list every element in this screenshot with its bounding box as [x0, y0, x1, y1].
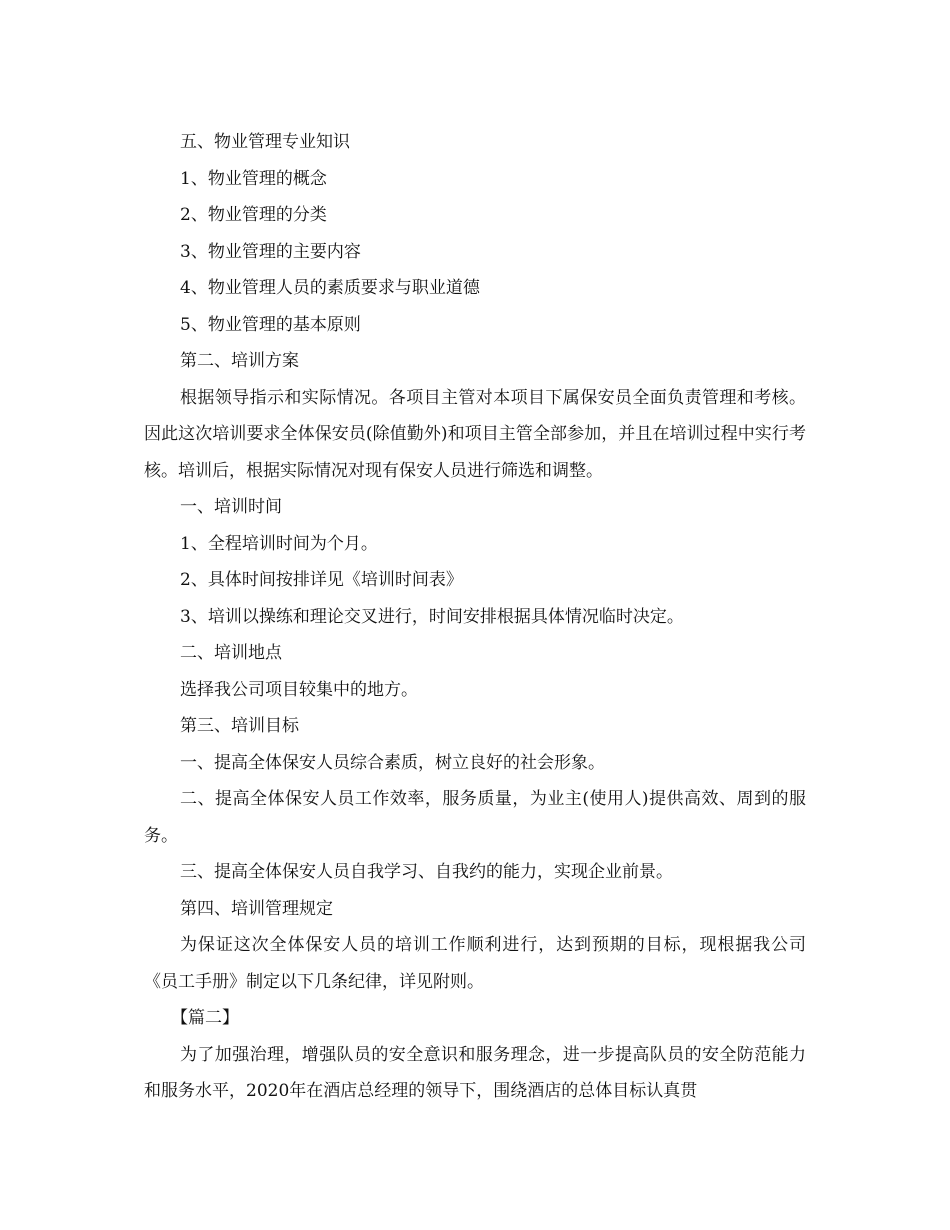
list-item: 1、全程培训时间为个月。 — [180, 533, 378, 554]
list-item: 一、提高全体保安人员综合素质，树立良好的社会形象。 — [180, 752, 605, 773]
section-heading-goals: 第三、培训目标 — [180, 716, 299, 736]
section-heading-rules: 第四、培训管理规定 — [180, 898, 333, 919]
part-heading: 【篇二】 — [171, 1008, 239, 1028]
list-item: 5、物业管理的基本原则 — [180, 314, 361, 335]
body-paragraph: 选择我公司项目较集中的地方。 — [180, 679, 418, 700]
list-item: 2、物业管理的分类 — [180, 205, 327, 225]
list-item: 三、提高全体保安人员自我学习、自我约的能力，实现企业前景。 — [180, 862, 673, 882]
body-paragraph: 为保证这次全体保安人员的培训工作顺利进行，达到预期的目标，现根据我公司《员工手册》制定以下几条纪律，详见附则。 — [144, 935, 806, 992]
list-item: 1、物业管理的概念 — [180, 168, 327, 189]
list-item: 3、物业管理的主要内容 — [180, 241, 361, 262]
subsection-heading-location: 二、培训地点 — [180, 643, 282, 663]
list-item: 二、提高全体保安人员工作效率，服务质量，为业主(使用人)提供高效、周到的服务。 — [144, 789, 806, 846]
list-item: 3、培训以操练和理论交叉进行，时间安排根据具体情况临时决定。 — [180, 606, 684, 627]
section-heading-plan: 第二、培训方案 — [180, 351, 299, 371]
section-heading-knowledge: 五、物业管理专业知识 — [180, 132, 350, 152]
subsection-heading-time: 一、培训时间 — [180, 497, 282, 517]
list-item: 2、具体时间按排详见《培训时间表》 — [180, 570, 463, 590]
body-paragraph: 根据领导指示和实际情况。各项目主管对本项目下属保安员全面负责管理和考核。因此这次培训要求全体保安员(除值勤外)和项目主管全部参加，并且在培训过程中实行考核。培训后，根据实际情况对现有保安人员进行筛选和调整。 — [144, 387, 806, 481]
body-paragraph: 为了加强治理，增强队员的安全意识和服务理念，进一步提高队员的安全防范能力和服务水平，2020年在酒店总经理的领导下，围绕酒店的总体目标认真贯 — [144, 1044, 806, 1101]
list-item: 4、物业管理人员的素质要求与职业道德 — [180, 278, 480, 298]
